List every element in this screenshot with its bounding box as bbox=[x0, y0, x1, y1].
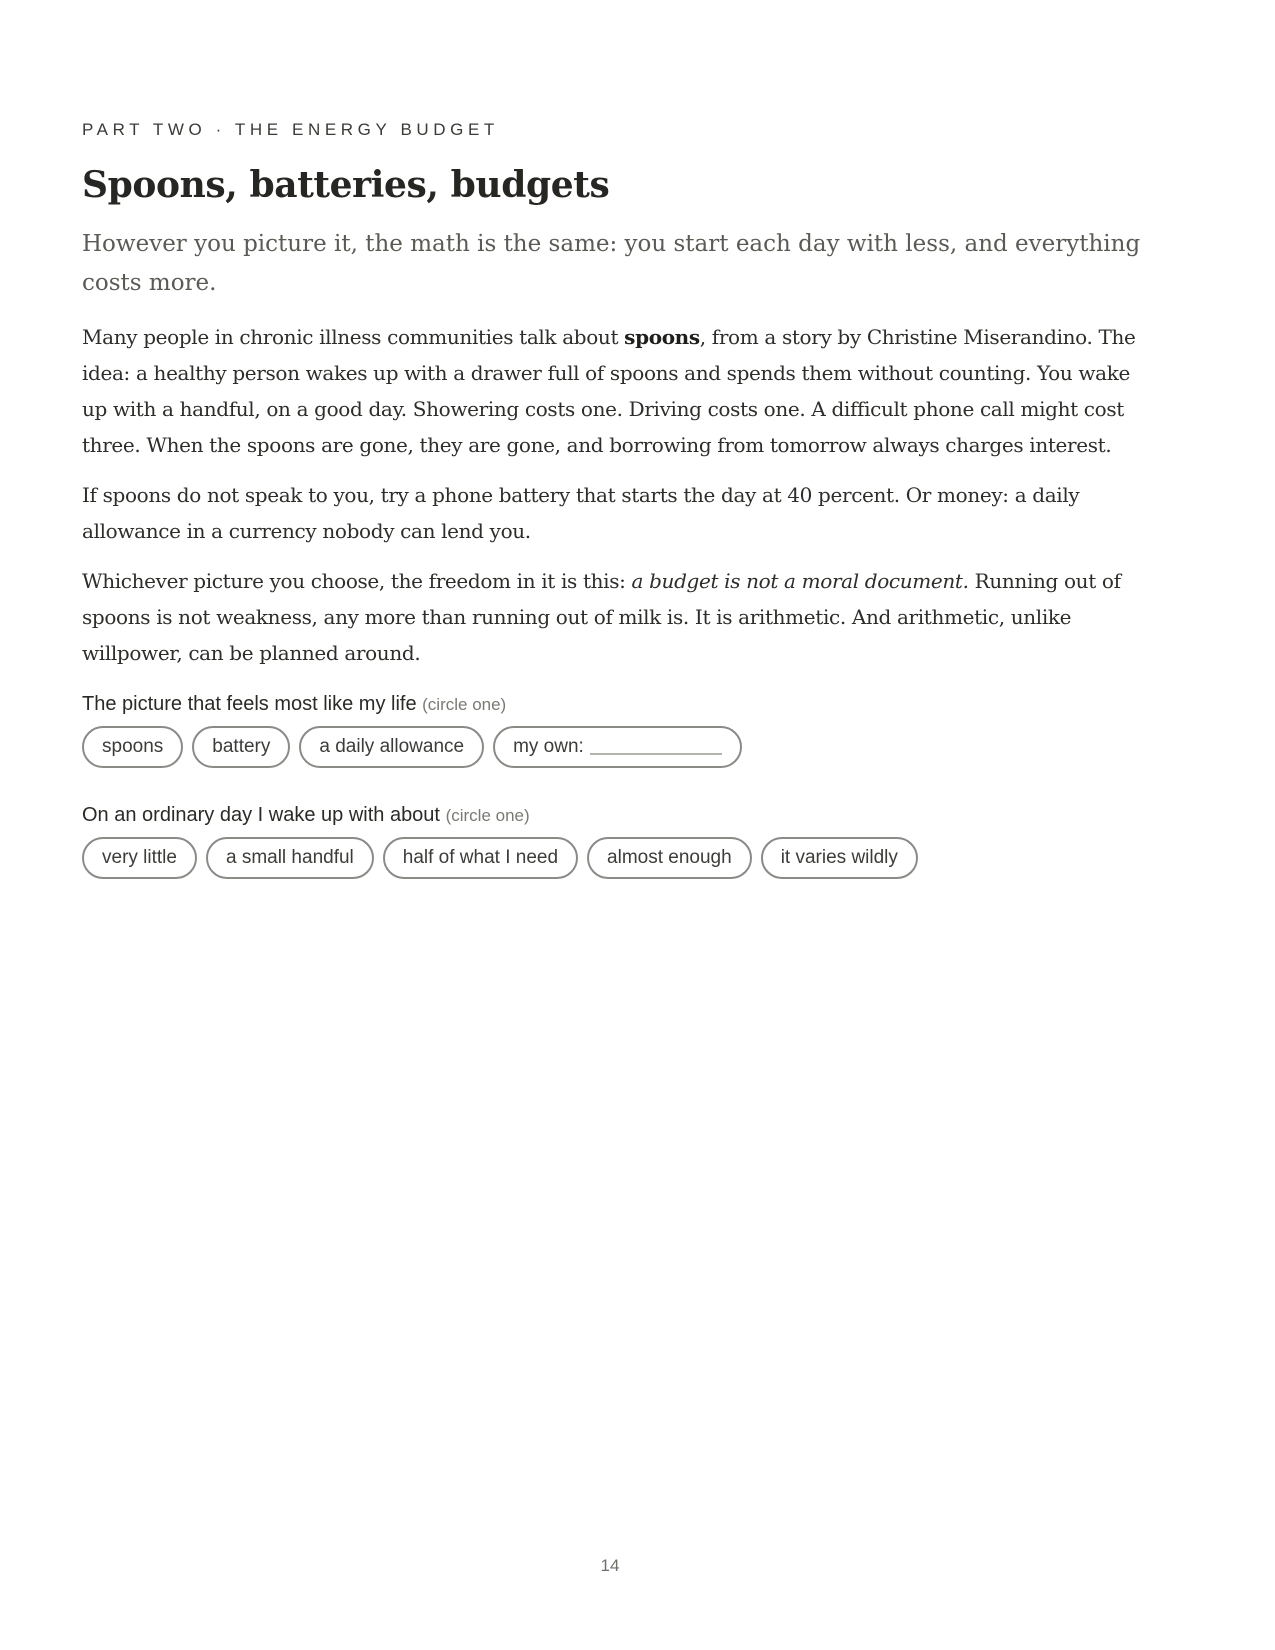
emphasis-term-spoons: spoons bbox=[624, 325, 700, 349]
option-chip-spoons[interactable]: spoons bbox=[82, 726, 183, 768]
page-title: Spoons, batteries, budgets bbox=[82, 164, 610, 206]
option-group bbox=[82, 837, 1142, 879]
paragraph-text: Whichever picture you choose, the freedom in it is this: bbox=[82, 569, 632, 593]
question-hint: (circle one) bbox=[445, 806, 530, 825]
question-text: On an ordinary day I wake up with about bbox=[82, 804, 440, 826]
option-chip-my-own[interactable] bbox=[493, 726, 742, 768]
question-label bbox=[82, 802, 1142, 829]
question-wake-up bbox=[82, 802, 1142, 879]
body-paragraph-battery: If spoons do not speak to you, try a phone battery that starts the day at 40 percent. Or money: a daily allowance in a currency nobody can lend you. bbox=[82, 483, 1080, 543]
question-text: The picture that feels most like my life bbox=[82, 693, 417, 715]
section-kicker: PART TWO · THE ENERGY BUDGET bbox=[82, 120, 499, 139]
option-chip-almost-enough[interactable]: almost enough bbox=[587, 837, 752, 879]
page-number: 14 bbox=[600, 1556, 620, 1575]
worksheet-page bbox=[82, 118, 1142, 879]
option-chip-very-little[interactable]: very little bbox=[82, 837, 197, 879]
body-paragraph-budget bbox=[82, 563, 1142, 671]
option-chip-battery[interactable]: battery bbox=[192, 726, 290, 768]
lede-paragraph: However you picture it, the math is the same: you start each day with less, and everything costs more. bbox=[82, 231, 1141, 296]
emphasis-quote: a budget is not a moral document. bbox=[631, 569, 969, 593]
paragraph-text: Running out of spoons is not weakness, any more than running out of milk is. It is arithmetic. And arithmetic, unlike willpower, can be planned around. bbox=[82, 569, 1121, 665]
option-chip-varies-wildly[interactable]: it varies wildly bbox=[761, 837, 918, 879]
option-chip-small-handful[interactable]: a small handful bbox=[206, 837, 374, 879]
body-paragraph-spoons bbox=[82, 319, 1142, 463]
option-label: my own: bbox=[513, 736, 584, 757]
option-chip-half-of-need[interactable]: half of what I need bbox=[383, 837, 578, 879]
question-hint: (circle one) bbox=[422, 695, 507, 714]
question-picture bbox=[82, 691, 1142, 768]
paragraph-text: , from a story by Christine Miserandino. The idea: a healthy person wakes up with a drawer full of spoons and spends them without counting. You wake up with a handful, on a good day. Showering costs one. Driving costs one. A difficult phone call might cost three. When the spoons are gone, they are gone, and borrowing from tomorrow always charges interest. bbox=[82, 325, 1136, 457]
option-chip-daily-allowance[interactable]: a daily allowance bbox=[299, 726, 484, 768]
question-label bbox=[82, 691, 1142, 718]
paragraph-text: Many people in chronic illness communities talk about bbox=[82, 325, 625, 349]
write-in-line[interactable] bbox=[590, 752, 722, 755]
option-group bbox=[82, 726, 1142, 768]
